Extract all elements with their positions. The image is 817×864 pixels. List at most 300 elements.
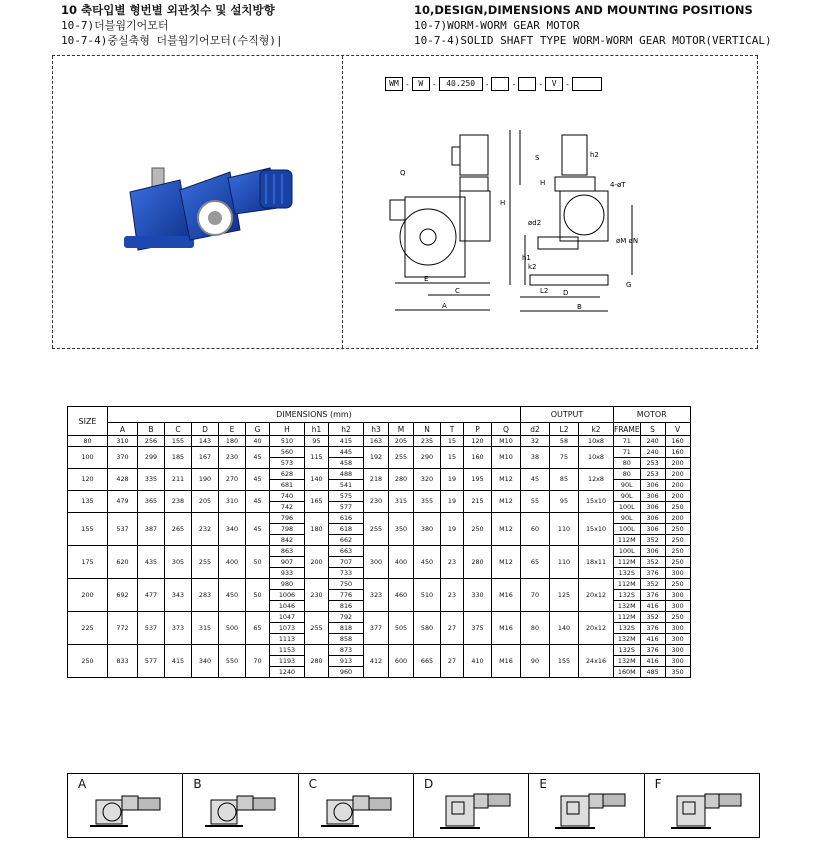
table-cell: 280 bbox=[305, 645, 329, 678]
column-header: V bbox=[665, 423, 690, 436]
table-cell: 132M bbox=[614, 601, 641, 612]
motor-header: MOTOR bbox=[614, 407, 691, 423]
table-cell: 250 bbox=[665, 546, 690, 557]
mounting-position-label: B bbox=[193, 777, 202, 791]
table-cell: 10x8 bbox=[579, 436, 614, 447]
table-cell: 125 bbox=[550, 579, 579, 612]
table-cell: 132S bbox=[614, 645, 641, 656]
table-cell: 913 bbox=[329, 656, 364, 667]
frame-divider bbox=[342, 56, 343, 348]
table-cell: 235 bbox=[414, 436, 441, 447]
table-cell: 180 bbox=[305, 513, 329, 546]
table-cell: 510 bbox=[270, 436, 305, 447]
table-cell: M12 bbox=[492, 513, 521, 546]
column-header: B bbox=[138, 423, 165, 436]
table-cell: 160 bbox=[665, 436, 690, 447]
table-cell: 306 bbox=[640, 513, 665, 524]
table-cell: 165 bbox=[305, 491, 329, 513]
table-cell: 255 bbox=[389, 447, 414, 469]
table-cell: 205 bbox=[192, 491, 219, 513]
table-cell: 560 bbox=[270, 447, 305, 458]
table-cell: 415 bbox=[329, 436, 364, 447]
table-cell: 352 bbox=[640, 557, 665, 568]
mounting-position-e bbox=[529, 774, 644, 837]
mounting-diagram-icon bbox=[313, 780, 403, 835]
dimensions-table bbox=[67, 406, 691, 678]
table-cell: 541 bbox=[329, 480, 364, 491]
table-cell: 140 bbox=[305, 469, 329, 491]
table-cell: 167 bbox=[192, 447, 219, 469]
table-cell: 618 bbox=[329, 524, 364, 535]
table-cell: 256 bbox=[138, 436, 165, 447]
table-cell: 225 bbox=[68, 612, 108, 645]
table-cell: 160 bbox=[464, 447, 492, 469]
table-cell: 577 bbox=[329, 502, 364, 513]
table-cell: 270 bbox=[219, 469, 246, 491]
table-cell: 410 bbox=[464, 645, 492, 678]
table-cell: 205 bbox=[389, 436, 414, 447]
table-cell: 365 bbox=[138, 491, 165, 513]
table-cell: 230 bbox=[305, 579, 329, 612]
table-cell: 377 bbox=[364, 612, 389, 645]
table-cell: 707 bbox=[329, 557, 364, 568]
mounting-position-label: C bbox=[308, 777, 318, 791]
table-cell: 692 bbox=[108, 579, 138, 612]
table-cell: 772 bbox=[108, 612, 138, 645]
table-cell: 27 bbox=[441, 612, 464, 645]
table-cell: 218 bbox=[364, 469, 389, 491]
table-cell: 20x12 bbox=[579, 579, 614, 612]
table-cell: 45 bbox=[246, 491, 270, 513]
gear-motor-photo bbox=[110, 150, 300, 260]
table-cell: 250 bbox=[665, 579, 690, 590]
table-row bbox=[68, 469, 691, 480]
table-cell: 380 bbox=[414, 513, 441, 546]
column-header: h1 bbox=[305, 423, 329, 436]
table-cell: 416 bbox=[640, 656, 665, 667]
table-cell: 15 bbox=[441, 447, 464, 469]
table-cell: 310 bbox=[219, 491, 246, 513]
table-cell: 255 bbox=[192, 546, 219, 579]
table-cell: 330 bbox=[464, 579, 492, 612]
table-cell: 100L bbox=[614, 546, 641, 557]
column-header: h3 bbox=[364, 423, 389, 436]
column-header: N bbox=[414, 423, 441, 436]
table-cell: 907 bbox=[270, 557, 305, 568]
table-cell: 32 bbox=[521, 436, 550, 447]
label-h2: h2 bbox=[590, 151, 599, 159]
table-cell: 100L bbox=[614, 524, 641, 535]
label-s: S bbox=[535, 154, 540, 162]
table-cell: 80 bbox=[521, 612, 550, 645]
column-header: Q bbox=[492, 423, 521, 436]
table-cell: 155 bbox=[550, 645, 579, 678]
table-cell: 45 bbox=[521, 469, 550, 491]
table-cell: 477 bbox=[138, 579, 165, 612]
table-cell: 112M bbox=[614, 579, 641, 590]
header-right bbox=[414, 3, 772, 48]
table-cell: 663 bbox=[329, 546, 364, 557]
table-row bbox=[68, 491, 691, 502]
table-cell: 416 bbox=[640, 634, 665, 645]
table-cell: 415 bbox=[165, 645, 192, 678]
table-cell: M12 bbox=[492, 491, 521, 513]
table-cell: 742 bbox=[270, 502, 305, 513]
table-cell: 450 bbox=[414, 546, 441, 579]
table-cell: 1046 bbox=[270, 601, 305, 612]
table-cell: 290 bbox=[414, 447, 441, 469]
table-cell: 40 bbox=[246, 436, 270, 447]
table-cell: 323 bbox=[364, 579, 389, 612]
header-right-title: 10,DESIGN,DIMENSIONS AND MOUNTING POSITIONS bbox=[414, 3, 753, 17]
model-code: WM - W - 40.250 - - - V - bbox=[385, 77, 602, 91]
table-cell: 50 bbox=[246, 579, 270, 612]
model-code-seg: WM bbox=[385, 77, 403, 91]
table-cell: 200 bbox=[665, 480, 690, 491]
table-cell: M12 bbox=[492, 469, 521, 491]
table-cell: 70 bbox=[246, 645, 270, 678]
table-cell: 488 bbox=[329, 469, 364, 480]
table-body bbox=[68, 436, 691, 678]
table-row bbox=[68, 546, 691, 557]
table-cell: 400 bbox=[389, 546, 414, 579]
label-h-alt: H bbox=[540, 179, 546, 187]
table-cell: 23 bbox=[441, 579, 464, 612]
table-cell: M16 bbox=[492, 645, 521, 678]
frame-left-edge bbox=[52, 56, 53, 348]
label-e: E bbox=[424, 275, 429, 283]
table-cell: 370 bbox=[108, 447, 138, 469]
model-code-seg bbox=[518, 77, 536, 91]
table-cell: 776 bbox=[329, 590, 364, 601]
table-cell: 350 bbox=[389, 513, 414, 546]
table-cell: 230 bbox=[219, 447, 246, 469]
table-cell: 575 bbox=[329, 491, 364, 502]
table-row bbox=[68, 579, 691, 590]
table-cell: 50 bbox=[246, 546, 270, 579]
table-cell: 100 bbox=[68, 447, 108, 469]
table-cell: 192 bbox=[364, 447, 389, 469]
model-code-seg: V bbox=[545, 77, 563, 91]
table-cell: 132S bbox=[614, 568, 641, 579]
table-cell: 215 bbox=[464, 491, 492, 513]
table-cell: 12x8 bbox=[579, 469, 614, 491]
table-cell: 306 bbox=[640, 502, 665, 513]
table-cell: 573 bbox=[270, 458, 305, 469]
table-cell: 750 bbox=[329, 579, 364, 590]
table-cell: 537 bbox=[108, 513, 138, 546]
table-cell: 376 bbox=[640, 590, 665, 601]
column-header: P bbox=[464, 423, 492, 436]
table-cell: 10x8 bbox=[579, 447, 614, 469]
table-cell: 505 bbox=[389, 612, 414, 645]
table-cell: 255 bbox=[364, 513, 389, 546]
column-header: H bbox=[270, 423, 305, 436]
table-cell: 71 bbox=[614, 447, 641, 458]
table-cell: 320 bbox=[414, 469, 441, 491]
table-cell: 132M bbox=[614, 656, 641, 667]
table-cell: 115 bbox=[305, 447, 329, 469]
table-cell: 71 bbox=[614, 436, 641, 447]
table-cell: 55 bbox=[521, 491, 550, 513]
table-cell: 300 bbox=[665, 568, 690, 579]
table-cell: 387 bbox=[138, 513, 165, 546]
table-cell: M10 bbox=[492, 436, 521, 447]
table-cell: 1240 bbox=[270, 667, 305, 678]
table-cell: 600 bbox=[389, 645, 414, 678]
table-cell: 310 bbox=[108, 436, 138, 447]
mounting-position-d bbox=[414, 774, 529, 837]
table-cell: 1153 bbox=[270, 645, 305, 656]
table-cell: 842 bbox=[270, 535, 305, 546]
table-cell: 1073 bbox=[270, 623, 305, 634]
table-cell: 110 bbox=[550, 546, 579, 579]
table-row bbox=[68, 447, 691, 458]
table-cell: 90 bbox=[521, 645, 550, 678]
table-cell: 195 bbox=[464, 469, 492, 491]
table-cell: 15 bbox=[441, 436, 464, 447]
table-cell: 428 bbox=[108, 469, 138, 491]
table-cell: 15x10 bbox=[579, 491, 614, 513]
label-d2: ød2 bbox=[528, 219, 542, 227]
mounting-diagram-icon bbox=[197, 780, 287, 835]
label-d: D bbox=[563, 289, 569, 297]
table-row bbox=[68, 436, 691, 447]
column-header: E bbox=[219, 423, 246, 436]
model-code-seg bbox=[572, 77, 602, 91]
table-cell: 265 bbox=[165, 513, 192, 546]
table-cell: 200 bbox=[68, 579, 108, 612]
table-cell: 200 bbox=[665, 469, 690, 480]
table-cell: M16 bbox=[492, 579, 521, 612]
table-cell: 180 bbox=[219, 436, 246, 447]
table-cell: 458 bbox=[329, 458, 364, 469]
table-cell: 185 bbox=[165, 447, 192, 469]
table-cell: 60 bbox=[521, 513, 550, 546]
table-cell: 300 bbox=[665, 601, 690, 612]
header-left-line2: 10-7)더블웜기어모터 bbox=[61, 19, 169, 32]
table-cell: 27 bbox=[441, 645, 464, 678]
table-cell: 38 bbox=[521, 447, 550, 469]
table-cell: 65 bbox=[521, 546, 550, 579]
model-code-seg bbox=[491, 77, 509, 91]
table-cell: 250 bbox=[665, 612, 690, 623]
table-cell: 15x10 bbox=[579, 513, 614, 546]
table-cell: 373 bbox=[165, 612, 192, 645]
table-cell: 19 bbox=[441, 469, 464, 491]
table-cell: 681 bbox=[270, 480, 305, 491]
mounting-position-f bbox=[645, 774, 759, 837]
table-cell: 376 bbox=[640, 623, 665, 634]
table-cell: M10 bbox=[492, 447, 521, 469]
table-cell: 160M bbox=[614, 667, 641, 678]
table-cell: 155 bbox=[68, 513, 108, 546]
mounting-diagram-icon bbox=[428, 780, 518, 835]
table-cell: 412 bbox=[364, 645, 389, 678]
table-cell: 306 bbox=[640, 480, 665, 491]
column-header: T bbox=[441, 423, 464, 436]
table-cell: 299 bbox=[138, 447, 165, 469]
table-cell: 24x16 bbox=[579, 645, 614, 678]
table-cell: 135 bbox=[68, 491, 108, 513]
label-c: C bbox=[455, 287, 460, 295]
frame-right-edge bbox=[757, 56, 758, 348]
table-cell: 70 bbox=[521, 579, 550, 612]
table-cell: 132S bbox=[614, 623, 641, 634]
table-cell: 300 bbox=[665, 645, 690, 656]
table-cell: 510 bbox=[414, 579, 441, 612]
table-cell: 58 bbox=[550, 436, 579, 447]
table-cell: 19 bbox=[441, 491, 464, 513]
mounting-position-label: E bbox=[539, 777, 547, 791]
table-cell: 65 bbox=[246, 612, 270, 645]
table-cell: 400 bbox=[219, 546, 246, 579]
table-cell: 112M bbox=[614, 535, 641, 546]
mounting-diagram-icon bbox=[82, 780, 172, 835]
table-cell: 863 bbox=[270, 546, 305, 557]
table-cell: 75 bbox=[550, 447, 579, 469]
column-header: FRAME bbox=[614, 424, 640, 434]
table-cell: 250 bbox=[665, 524, 690, 535]
table-cell: 628 bbox=[270, 469, 305, 480]
column-header: L2 bbox=[550, 423, 579, 436]
mounting-diagram-icon bbox=[659, 780, 749, 835]
table-cell: 616 bbox=[329, 513, 364, 524]
table-cell: 95 bbox=[550, 491, 579, 513]
table-cell: 300 bbox=[665, 656, 690, 667]
table-cell: 253 bbox=[640, 458, 665, 469]
table-cell: 90L bbox=[614, 480, 641, 491]
table-cell: 240 bbox=[640, 447, 665, 458]
table-cell: 479 bbox=[108, 491, 138, 513]
table-cell: 306 bbox=[640, 524, 665, 535]
table-cell: 577 bbox=[138, 645, 165, 678]
mounting-position-b bbox=[183, 774, 298, 837]
output-header: OUTPUT bbox=[521, 407, 614, 423]
table-cell: 343 bbox=[165, 579, 192, 612]
table-cell: 200 bbox=[665, 513, 690, 524]
table-cell: 352 bbox=[640, 535, 665, 546]
model-code-seg: W bbox=[412, 77, 430, 91]
table-cell: 1193 bbox=[270, 656, 305, 667]
table-cell: 740 bbox=[270, 491, 305, 502]
table-cell: 200 bbox=[665, 491, 690, 502]
table-cell: 662 bbox=[329, 535, 364, 546]
table-cell: 376 bbox=[640, 645, 665, 656]
table-cell: 352 bbox=[640, 579, 665, 590]
table-cell: 665 bbox=[414, 645, 441, 678]
header-right-line3: 10-7-4)SOLID SHAFT TYPE WORM-WORM GEAR MOTOR(VERTICAL) bbox=[414, 34, 772, 47]
table-cell: 250 bbox=[464, 513, 492, 546]
table-cell: 460 bbox=[389, 579, 414, 612]
table-cell: 1006 bbox=[270, 590, 305, 601]
size-header: SIZE bbox=[68, 407, 108, 436]
table-cell: 190 bbox=[192, 469, 219, 491]
table-cell: 238 bbox=[165, 491, 192, 513]
column-header: C bbox=[165, 423, 192, 436]
model-code-seg: 40.250 bbox=[439, 77, 483, 91]
table-cell: 120 bbox=[464, 436, 492, 447]
table-cell: 80 bbox=[614, 469, 641, 480]
table-cell: 280 bbox=[464, 546, 492, 579]
table-cell: 90L bbox=[614, 513, 641, 524]
table-cell: 733 bbox=[329, 568, 364, 579]
column-header: G bbox=[246, 423, 270, 436]
column-header: S bbox=[640, 423, 665, 436]
table-cell: 175 bbox=[68, 546, 108, 579]
table-cell: 18x11 bbox=[579, 546, 614, 579]
table-cell: 250 bbox=[665, 502, 690, 513]
table-cell: 818 bbox=[329, 623, 364, 634]
table-cell: 335 bbox=[138, 469, 165, 491]
label-l2: L2 bbox=[540, 287, 549, 295]
label-mn bbox=[616, 237, 638, 245]
table-cell: 163 bbox=[364, 436, 389, 447]
mounting-position-label: A bbox=[78, 777, 87, 791]
table-cell: 315 bbox=[389, 491, 414, 513]
table-cell: 352 bbox=[640, 612, 665, 623]
table-cell: 550 bbox=[219, 645, 246, 678]
mounting-diagram-icon bbox=[543, 780, 633, 835]
table-cell: 500 bbox=[219, 612, 246, 645]
table-cell: 873 bbox=[329, 645, 364, 656]
column-header: A bbox=[108, 423, 138, 436]
table-cell: 120 bbox=[68, 469, 108, 491]
mounting-position-a bbox=[68, 774, 183, 837]
table-cell: 255 bbox=[305, 612, 329, 645]
table-cell: 160 bbox=[665, 447, 690, 458]
table-cell: 132S bbox=[614, 590, 641, 601]
table-cell: 450 bbox=[219, 579, 246, 612]
dimensions-header: DIMENSIONS (mm) bbox=[108, 407, 521, 423]
table-cell: 250 bbox=[68, 645, 108, 678]
table-cell: 350 bbox=[665, 667, 690, 678]
table-cell: 240 bbox=[640, 436, 665, 447]
table-cell: 90L bbox=[614, 491, 641, 502]
table-cell: 355 bbox=[414, 491, 441, 513]
table-cell: 816 bbox=[329, 601, 364, 612]
column-headers bbox=[68, 423, 691, 436]
table-cell: 300 bbox=[364, 546, 389, 579]
table-cell: 858 bbox=[329, 634, 364, 645]
table-cell: 19 bbox=[441, 513, 464, 546]
header-left-title: 10 축타입별 형번별 외관칫수 및 설치방향 bbox=[61, 3, 275, 17]
table-cell: 376 bbox=[640, 568, 665, 579]
mounting-position-c bbox=[299, 774, 414, 837]
table-cell: 305 bbox=[165, 546, 192, 579]
table-cell: 85 bbox=[550, 469, 579, 491]
label-b: B bbox=[577, 303, 582, 311]
table-cell: 132M bbox=[614, 634, 641, 645]
table-cell: 796 bbox=[270, 513, 305, 524]
label-g: G bbox=[626, 281, 632, 289]
column-header: d2 bbox=[521, 423, 550, 436]
table-cell: 283 bbox=[192, 579, 219, 612]
label-m: øM bbox=[616, 237, 627, 245]
table-cell: 933 bbox=[270, 568, 305, 579]
table-cell: M16 bbox=[492, 612, 521, 645]
table-cell: 306 bbox=[640, 491, 665, 502]
table-cell: 833 bbox=[108, 645, 138, 678]
column-header: k2 bbox=[579, 423, 614, 436]
table-row bbox=[68, 645, 691, 656]
label-h: H bbox=[500, 199, 506, 207]
column-header: D bbox=[192, 423, 219, 436]
table-cell: 435 bbox=[138, 546, 165, 579]
label-h1: h1 bbox=[522, 254, 531, 262]
table-cell: 306 bbox=[640, 546, 665, 557]
table-cell: 20x12 bbox=[579, 612, 614, 645]
